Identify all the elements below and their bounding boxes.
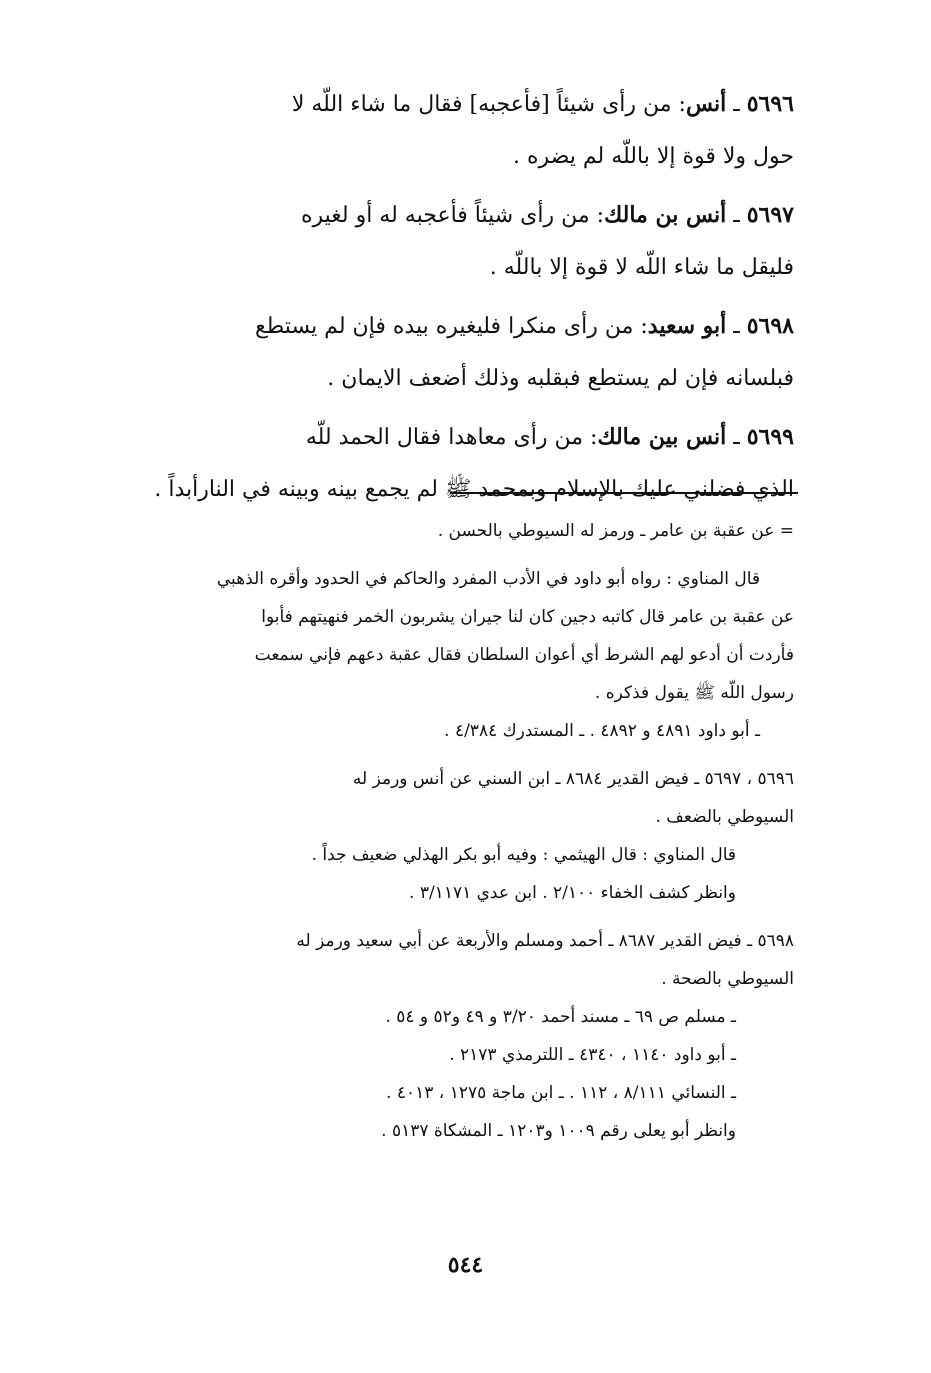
footnote-line: ٥٦٩٦ ، ٥٦٩٧ ـ فيض القدير ٨٦٨٤ ـ ابن السني عن أنس ورمز له (352, 769, 794, 789)
hadith-text-line2: الذي فضلني عليك بالإسلام وبمحمد ﷺ لم يجمع بينه وبينه في النارأبداً . (154, 477, 794, 502)
hadith-text-line2: حول ولا قوة إلا باللّه لم يضره . (513, 144, 794, 169)
hadith-text-line1: : من رأى معاهدا فقال الحمد للّه (305, 425, 598, 450)
hadith-entry (104, 78, 794, 183)
hadith-text-line1: : من رأى شيئاً [فأعجبه] فقال ما شاء اللّه لا (291, 92, 686, 117)
hadith-number: ٥٦٩٦ (746, 91, 794, 117)
footnote-line: ـ مسلم ص ٦٩ ـ مسند أحمد ٣/٢٠ و ٤٩ و٥٢ و ٥٤ . (385, 1007, 736, 1027)
footnote-line: = عن عقبة بن عامر ـ ورمز له السيوطي بالحسن . (437, 521, 794, 541)
footnote-line: السيوطي بالصحة . (661, 969, 794, 989)
hadith-text-line1: : من رأى منكرا فليغيره بيده فإن لم يستطع (255, 314, 648, 339)
footnote-line: السيوطي بالضعف . (655, 807, 794, 827)
hadith-number: ٥٦٩٨ (746, 313, 794, 339)
footnote-line: قال المناوي : رواه أبو داود في الأدب المفرد والحاكم في الحدود وأقره الذهبي (216, 569, 760, 589)
hadith-entry (104, 189, 794, 294)
hadith-text-line2: فبلسانه فإن لم يستطع فبقلبه وذلك أضعف الايمان . (327, 366, 794, 391)
footnote-line: ـ أبو داود ٤٨٩١ و ٤٨٩٢ . ـ المستدرك ٤/٣٨٤ . (444, 721, 760, 741)
dash: ـ (726, 425, 740, 450)
spacer (104, 912, 794, 922)
footnote-line: رسول اللّه ﷺ يقول فذكره . (594, 683, 794, 703)
hadith-list (104, 78, 794, 522)
footnote-line: وانظر أبو يعلى رقم ١٠٠٩ و١٢٠٣ ـ المشكاة ٥١٣٧ . (381, 1121, 736, 1141)
hadith-narrator: أنس بين مالك (597, 424, 727, 450)
spacer (104, 550, 794, 560)
footnote-line: وانظر كشف الخفاء ٢/١٠٠ . ابن عدي ٣/١١٧١ . (409, 883, 736, 903)
dash: ـ (726, 203, 740, 228)
footnote-divider (450, 492, 798, 494)
footnote-line: ـ أبو داود ١١٤٠ ، ٤٣٤٠ ـ اللترمذي ٢١٧٣ . (449, 1045, 736, 1065)
hadith-entry (104, 411, 794, 516)
spacer (104, 750, 794, 760)
hadith-entry (104, 300, 794, 405)
footnote-line: عن عقبة بن عامر قال كاتبه دجين كان لنا جيران يشربون الخمر فنهيتهم فأبوا (261, 607, 794, 627)
dash: ـ (726, 314, 740, 339)
hadith-number: ٥٦٩٩ (746, 424, 794, 450)
footnote-line: ٥٦٩٨ ـ فيض القدير ٨٦٨٧ ـ أحمد ومسلم والأربعة عن أبي سعيد ورمز له (296, 931, 794, 951)
hadith-text-line1: : من رأى شيئاً فأعجبه له أو لغيره (300, 203, 605, 228)
footnotes (104, 512, 794, 1150)
hadith-narrator: أنس بن مالك (604, 202, 727, 228)
footnote-line: فأردت أن أدعو لهم الشرط أي أعوان السلطان فقال عقبة دعهم فإني سمعت (254, 645, 794, 665)
footnote-line: قال المناوي : قال الهيثمي : وفيه أبو بكر الهذلي ضعيف جداً . (311, 845, 736, 865)
hadith-number: ٥٦٩٧ (746, 202, 794, 228)
hadith-narrator: أبو سعيد (647, 313, 727, 339)
hadith-text-line2: فليقل ما شاء اللّه لا قوة إلا باللّه . (489, 255, 794, 280)
dash: ـ (726, 92, 740, 117)
footnote-line: ـ النسائي ٨/١١١ ، ١١٢ . ـ ابن ماجة ١٢٧٥ ، ٤٠١٣ . (386, 1083, 736, 1103)
page-number: ٥٤٤ (447, 1252, 484, 1278)
hadith-narrator: أنس (685, 91, 727, 117)
